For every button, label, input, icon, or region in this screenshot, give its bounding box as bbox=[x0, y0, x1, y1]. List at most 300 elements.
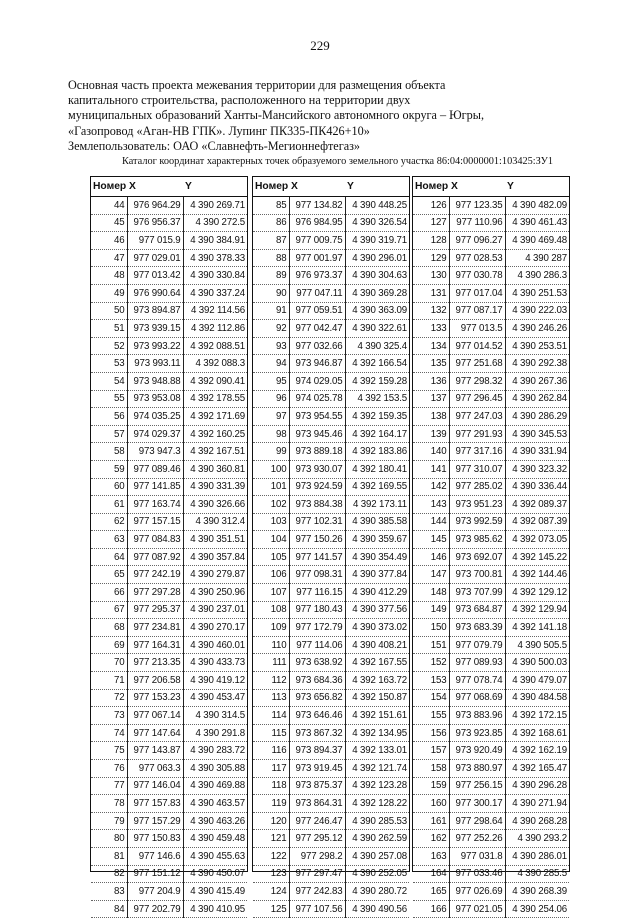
y-coordinate: 4 390 455.63 bbox=[183, 847, 247, 865]
point-number: 59 bbox=[91, 460, 127, 478]
y-coordinate: 4 390 268.39 bbox=[505, 883, 569, 901]
point-number: 107 bbox=[253, 584, 289, 602]
table-row bbox=[91, 302, 247, 320]
x-coordinate: 977 068.69 bbox=[449, 689, 505, 707]
y-coordinate: 4 392 166.54 bbox=[345, 355, 409, 373]
table-row bbox=[91, 566, 247, 584]
y-coordinate: 4 392 088.51 bbox=[183, 337, 247, 355]
x-coordinate: 977 015.9 bbox=[127, 232, 183, 250]
x-coordinate: 977 251.68 bbox=[449, 355, 505, 373]
point-number: 99 bbox=[253, 443, 289, 461]
point-number: 101 bbox=[253, 478, 289, 496]
point-number: 119 bbox=[253, 795, 289, 813]
x-coordinate: 977 141.57 bbox=[289, 548, 345, 566]
point-number: 62 bbox=[91, 513, 127, 531]
x-coordinate: 973 692.07 bbox=[449, 548, 505, 566]
y-coordinate: 4 390 412.29 bbox=[345, 584, 409, 602]
point-number: 57 bbox=[91, 425, 127, 443]
point-number: 160 bbox=[413, 795, 449, 813]
table-row bbox=[253, 636, 409, 654]
y-coordinate: 4 390 296.28 bbox=[505, 777, 569, 795]
y-coordinate: 4 390 345.53 bbox=[505, 425, 569, 443]
table-row bbox=[413, 214, 569, 232]
point-number: 124 bbox=[253, 883, 289, 901]
point-number: 53 bbox=[91, 355, 127, 373]
y-coordinate: 4 390 254.06 bbox=[505, 900, 569, 918]
y-coordinate: 4 390 331.94 bbox=[505, 443, 569, 461]
y-coordinate: 4 390 384.91 bbox=[183, 232, 247, 250]
y-coordinate: 4 392 160.25 bbox=[183, 425, 247, 443]
point-number: 157 bbox=[413, 742, 449, 760]
point-number: 139 bbox=[413, 425, 449, 443]
point-number: 87 bbox=[253, 232, 289, 250]
x-coordinate: 977 098.31 bbox=[289, 566, 345, 584]
point-number: 152 bbox=[413, 654, 449, 672]
table-row bbox=[413, 636, 569, 654]
y-coordinate: 4 390 322.61 bbox=[345, 320, 409, 338]
point-number: 133 bbox=[413, 320, 449, 338]
point-number: 150 bbox=[413, 619, 449, 637]
point-number: 128 bbox=[413, 232, 449, 250]
point-number: 46 bbox=[91, 232, 127, 250]
table-row bbox=[413, 847, 569, 865]
point-number: 142 bbox=[413, 478, 449, 496]
x-coordinate: 973 993.11 bbox=[127, 355, 183, 373]
point-number: 164 bbox=[413, 865, 449, 883]
table-row bbox=[91, 408, 247, 426]
point-number: 80 bbox=[91, 830, 127, 848]
point-number: 90 bbox=[253, 284, 289, 302]
x-coordinate: 977 297.47 bbox=[289, 865, 345, 883]
x-coordinate: 977 017.04 bbox=[449, 284, 505, 302]
x-coordinate: 977 247.03 bbox=[449, 408, 505, 426]
y-coordinate: 4 390 354.49 bbox=[345, 548, 409, 566]
point-number: 121 bbox=[253, 830, 289, 848]
y-coordinate: 4 392 169.55 bbox=[345, 478, 409, 496]
x-coordinate: 973 992.59 bbox=[449, 513, 505, 531]
point-number: 77 bbox=[91, 777, 127, 795]
y-coordinate: 4 390 323.32 bbox=[505, 460, 569, 478]
y-coordinate: 4 390 484.58 bbox=[505, 689, 569, 707]
y-coordinate: 4 392 178.55 bbox=[183, 390, 247, 408]
table-row bbox=[253, 812, 409, 830]
point-number: 159 bbox=[413, 777, 449, 795]
point-number: 52 bbox=[91, 337, 127, 355]
x-coordinate: 973 638.92 bbox=[289, 654, 345, 672]
point-number: 114 bbox=[253, 707, 289, 725]
y-coordinate: 4 390 336.44 bbox=[505, 478, 569, 496]
x-coordinate: 977 134.82 bbox=[289, 197, 345, 215]
point-number: 120 bbox=[253, 812, 289, 830]
point-number: 127 bbox=[413, 214, 449, 232]
header-y: Y bbox=[505, 177, 569, 197]
table-row bbox=[413, 267, 569, 285]
point-number: 112 bbox=[253, 672, 289, 690]
point-number: 95 bbox=[253, 372, 289, 390]
x-coordinate: 977 096.27 bbox=[449, 232, 505, 250]
x-coordinate: 974 029.37 bbox=[127, 425, 183, 443]
x-coordinate: 974 025.78 bbox=[289, 390, 345, 408]
table-row bbox=[91, 830, 247, 848]
y-coordinate: 4 392 171.69 bbox=[183, 408, 247, 426]
y-coordinate: 4 390 359.67 bbox=[345, 531, 409, 549]
y-coordinate: 4 392 129.94 bbox=[505, 601, 569, 619]
table-row bbox=[413, 795, 569, 813]
table-row bbox=[413, 337, 569, 355]
y-coordinate: 4 390 410.95 bbox=[183, 900, 247, 918]
y-coordinate: 4 392 133.01 bbox=[345, 742, 409, 760]
table-row bbox=[91, 707, 247, 725]
table-row bbox=[91, 847, 247, 865]
x-coordinate: 977 172.79 bbox=[289, 619, 345, 637]
point-number: 140 bbox=[413, 443, 449, 461]
y-coordinate: 4 390 385.58 bbox=[345, 513, 409, 531]
y-coordinate: 4 390 285.53 bbox=[345, 812, 409, 830]
point-number: 151 bbox=[413, 636, 449, 654]
table-row bbox=[413, 284, 569, 302]
x-coordinate: 973 985.62 bbox=[449, 531, 505, 549]
x-coordinate: 977 295.12 bbox=[289, 830, 345, 848]
point-number: 122 bbox=[253, 847, 289, 865]
point-number: 69 bbox=[91, 636, 127, 654]
y-coordinate: 4 390 373.02 bbox=[345, 619, 409, 637]
point-number: 60 bbox=[91, 478, 127, 496]
x-coordinate: 977 298.32 bbox=[449, 372, 505, 390]
y-coordinate: 4 390 286.29 bbox=[505, 408, 569, 426]
y-coordinate: 4 390 453.47 bbox=[183, 689, 247, 707]
table-row bbox=[413, 742, 569, 760]
header-number: Номер bbox=[91, 177, 127, 197]
table-row bbox=[253, 847, 409, 865]
x-coordinate: 973 930.07 bbox=[289, 460, 345, 478]
table-row bbox=[413, 830, 569, 848]
x-coordinate: 977 147.64 bbox=[127, 724, 183, 742]
x-coordinate: 973 951.23 bbox=[449, 496, 505, 514]
y-coordinate: 4 392 159.28 bbox=[345, 372, 409, 390]
x-coordinate: 974 035.25 bbox=[127, 408, 183, 426]
y-coordinate: 4 390 479.07 bbox=[505, 672, 569, 690]
table-row bbox=[91, 372, 247, 390]
point-number: 68 bbox=[91, 619, 127, 637]
y-coordinate: 4 390 285.5 bbox=[505, 865, 569, 883]
table-row bbox=[253, 232, 409, 250]
table-row bbox=[253, 372, 409, 390]
x-coordinate: 977 116.15 bbox=[289, 584, 345, 602]
point-number: 155 bbox=[413, 707, 449, 725]
y-coordinate: 4 392 088.3 bbox=[183, 355, 247, 373]
table-row bbox=[253, 302, 409, 320]
y-coordinate: 4 390 253.51 bbox=[505, 337, 569, 355]
y-coordinate: 4 390 268.28 bbox=[505, 812, 569, 830]
point-number: 70 bbox=[91, 654, 127, 672]
table-row bbox=[413, 584, 569, 602]
y-coordinate: 4 390 283.72 bbox=[183, 742, 247, 760]
table-row bbox=[413, 777, 569, 795]
x-coordinate: 977 150.83 bbox=[127, 830, 183, 848]
table-row bbox=[413, 865, 569, 883]
table-row bbox=[413, 355, 569, 373]
y-coordinate: 4 390 237.01 bbox=[183, 601, 247, 619]
point-number: 48 bbox=[91, 267, 127, 285]
point-number: 73 bbox=[91, 707, 127, 725]
heading-line: муниципальных образований Ханты-Мансийского автономного округа – Югры, bbox=[68, 108, 485, 123]
y-coordinate: 4 390 369.28 bbox=[345, 284, 409, 302]
x-coordinate: 977 110.96 bbox=[449, 214, 505, 232]
table-row bbox=[253, 830, 409, 848]
point-number: 113 bbox=[253, 689, 289, 707]
table-row bbox=[413, 654, 569, 672]
x-coordinate: 977 163.74 bbox=[127, 496, 183, 514]
table-row bbox=[91, 197, 247, 215]
y-coordinate: 4 390 270.17 bbox=[183, 619, 247, 637]
x-coordinate: 977 107.56 bbox=[289, 900, 345, 918]
point-number: 98 bbox=[253, 425, 289, 443]
table-row bbox=[91, 584, 247, 602]
x-coordinate: 973 707.99 bbox=[449, 584, 505, 602]
point-number: 147 bbox=[413, 566, 449, 584]
y-coordinate: 4 390 482.09 bbox=[505, 197, 569, 215]
y-coordinate: 4 390 250.96 bbox=[183, 584, 247, 602]
table-row bbox=[91, 865, 247, 883]
header-y: Y bbox=[345, 177, 409, 197]
x-coordinate: 973 923.85 bbox=[449, 724, 505, 742]
x-coordinate: 977 295.37 bbox=[127, 601, 183, 619]
y-coordinate: 4 390 448.25 bbox=[345, 197, 409, 215]
y-coordinate: 4 392 153.5 bbox=[345, 390, 409, 408]
x-coordinate: 977 059.51 bbox=[289, 302, 345, 320]
y-coordinate: 4 392 121.74 bbox=[345, 760, 409, 778]
x-coordinate: 977 033.46 bbox=[449, 865, 505, 883]
y-coordinate: 4 390 500.03 bbox=[505, 654, 569, 672]
table-row bbox=[91, 636, 247, 654]
y-coordinate: 4 390 363.09 bbox=[345, 302, 409, 320]
point-number: 166 bbox=[413, 900, 449, 918]
x-coordinate: 977 297.28 bbox=[127, 584, 183, 602]
table-row bbox=[253, 478, 409, 496]
table-row bbox=[253, 900, 409, 918]
point-number: 86 bbox=[253, 214, 289, 232]
table-row bbox=[413, 689, 569, 707]
table-row bbox=[91, 425, 247, 443]
point-number: 74 bbox=[91, 724, 127, 742]
point-number: 91 bbox=[253, 302, 289, 320]
header-number: Номер bbox=[413, 177, 449, 197]
table-row bbox=[413, 707, 569, 725]
x-coordinate: 973 864.31 bbox=[289, 795, 345, 813]
point-number: 131 bbox=[413, 284, 449, 302]
y-coordinate: 4 392 112.86 bbox=[183, 320, 247, 338]
y-coordinate: 4 390 246.26 bbox=[505, 320, 569, 338]
page-number: 229 bbox=[310, 38, 330, 53]
table-row bbox=[253, 724, 409, 742]
x-coordinate: 977 146.6 bbox=[127, 847, 183, 865]
table-row bbox=[253, 355, 409, 373]
y-coordinate: 4 390 490.56 bbox=[345, 900, 409, 918]
point-number: 71 bbox=[91, 672, 127, 690]
y-coordinate: 4 392 089.37 bbox=[505, 496, 569, 514]
heading-line: Основная часть проекта межевания территории для размещения объекта bbox=[68, 78, 446, 92]
table-row bbox=[413, 619, 569, 637]
header-x: X bbox=[289, 177, 345, 197]
table-row bbox=[91, 548, 247, 566]
x-coordinate: 977 242.83 bbox=[289, 883, 345, 901]
table-row bbox=[413, 760, 569, 778]
point-number: 92 bbox=[253, 320, 289, 338]
x-coordinate: 977 026.69 bbox=[449, 883, 505, 901]
table-row bbox=[91, 214, 247, 232]
table-row bbox=[413, 197, 569, 215]
y-coordinate: 4 392 128.22 bbox=[345, 795, 409, 813]
point-number: 56 bbox=[91, 408, 127, 426]
y-coordinate: 4 390 280.72 bbox=[345, 883, 409, 901]
x-coordinate: 973 889.18 bbox=[289, 443, 345, 461]
y-coordinate: 4 392 145.22 bbox=[505, 548, 569, 566]
point-number: 85 bbox=[253, 197, 289, 215]
point-number: 135 bbox=[413, 355, 449, 373]
point-number: 130 bbox=[413, 267, 449, 285]
x-coordinate: 977 298.2 bbox=[289, 847, 345, 865]
table-row bbox=[253, 707, 409, 725]
table-row bbox=[91, 619, 247, 637]
point-number: 116 bbox=[253, 742, 289, 760]
x-coordinate: 977 298.64 bbox=[449, 812, 505, 830]
point-number: 145 bbox=[413, 531, 449, 549]
table-row bbox=[91, 689, 247, 707]
point-number: 138 bbox=[413, 408, 449, 426]
coordinate-table-1 bbox=[90, 176, 248, 915]
x-coordinate: 977 246.47 bbox=[289, 812, 345, 830]
x-coordinate: 973 867.32 bbox=[289, 724, 345, 742]
header-x: X bbox=[127, 177, 183, 197]
point-number: 72 bbox=[91, 689, 127, 707]
point-number: 63 bbox=[91, 531, 127, 549]
y-coordinate: 4 392 162.19 bbox=[505, 742, 569, 760]
table-row bbox=[253, 742, 409, 760]
x-coordinate: 977 114.06 bbox=[289, 636, 345, 654]
table-row bbox=[253, 284, 409, 302]
y-coordinate: 4 392 173.11 bbox=[345, 496, 409, 514]
x-coordinate: 976 984.95 bbox=[289, 214, 345, 232]
y-coordinate: 4 392 163.72 bbox=[345, 672, 409, 690]
point-number: 79 bbox=[91, 812, 127, 830]
x-coordinate: 977 079.79 bbox=[449, 636, 505, 654]
x-coordinate: 973 946.87 bbox=[289, 355, 345, 373]
point-number: 67 bbox=[91, 601, 127, 619]
point-number: 146 bbox=[413, 548, 449, 566]
x-coordinate: 977 317.16 bbox=[449, 443, 505, 461]
x-coordinate: 973 875.37 bbox=[289, 777, 345, 795]
y-coordinate: 4 390 360.81 bbox=[183, 460, 247, 478]
x-coordinate: 977 029.01 bbox=[127, 249, 183, 267]
point-number: 158 bbox=[413, 760, 449, 778]
table-row bbox=[91, 795, 247, 813]
y-coordinate: 4 390 377.84 bbox=[345, 566, 409, 584]
point-number: 165 bbox=[413, 883, 449, 901]
x-coordinate: 977 078.74 bbox=[449, 672, 505, 690]
table-row bbox=[413, 672, 569, 690]
y-coordinate: 4 392 165.47 bbox=[505, 760, 569, 778]
table-row bbox=[91, 284, 247, 302]
x-coordinate: 977 300.17 bbox=[449, 795, 505, 813]
x-coordinate: 977 242.19 bbox=[127, 566, 183, 584]
heading-line: капитального строительства, расположенного на территории двух bbox=[68, 93, 411, 108]
x-coordinate: 973 880.97 bbox=[449, 760, 505, 778]
point-number: 55 bbox=[91, 390, 127, 408]
point-number: 149 bbox=[413, 601, 449, 619]
table-row bbox=[91, 320, 247, 338]
table-row bbox=[253, 654, 409, 672]
x-coordinate: 977 089.93 bbox=[449, 654, 505, 672]
y-coordinate: 4 392 180.41 bbox=[345, 460, 409, 478]
table-row bbox=[253, 197, 409, 215]
header-number: Номер bbox=[253, 177, 289, 197]
point-number: 105 bbox=[253, 548, 289, 566]
point-number: 162 bbox=[413, 830, 449, 848]
y-coordinate: 4 390 378.33 bbox=[183, 249, 247, 267]
table-row bbox=[253, 513, 409, 531]
x-coordinate: 973 993.22 bbox=[127, 337, 183, 355]
y-coordinate: 4 390 319.71 bbox=[345, 232, 409, 250]
x-coordinate: 977 202.79 bbox=[127, 900, 183, 918]
x-coordinate: 977 013.42 bbox=[127, 267, 183, 285]
table-row bbox=[91, 249, 247, 267]
point-number: 96 bbox=[253, 390, 289, 408]
table-row bbox=[91, 672, 247, 690]
point-number: 103 bbox=[253, 513, 289, 531]
header-y: Y bbox=[183, 177, 247, 197]
table-row bbox=[413, 496, 569, 514]
table-row bbox=[413, 548, 569, 566]
x-coordinate: 977 042.47 bbox=[289, 320, 345, 338]
x-coordinate: 977 285.02 bbox=[449, 478, 505, 496]
table-row bbox=[91, 742, 247, 760]
x-coordinate: 973 646.46 bbox=[289, 707, 345, 725]
x-coordinate: 977 013.5 bbox=[449, 320, 505, 338]
point-number: 89 bbox=[253, 267, 289, 285]
table-body bbox=[91, 197, 247, 918]
table-row bbox=[91, 337, 247, 355]
y-coordinate: 4 390 312.4 bbox=[183, 513, 247, 531]
y-coordinate: 4 392 150.87 bbox=[345, 689, 409, 707]
x-coordinate: 977 310.07 bbox=[449, 460, 505, 478]
x-coordinate: 977 234.81 bbox=[127, 619, 183, 637]
point-number: 49 bbox=[91, 284, 127, 302]
table-row bbox=[91, 460, 247, 478]
x-coordinate: 973 656.82 bbox=[289, 689, 345, 707]
y-coordinate: 4 390 415.49 bbox=[183, 883, 247, 901]
point-number: 97 bbox=[253, 408, 289, 426]
point-number: 134 bbox=[413, 337, 449, 355]
point-number: 125 bbox=[253, 900, 289, 918]
y-coordinate: 4 390 463.26 bbox=[183, 812, 247, 830]
x-coordinate: 973 919.45 bbox=[289, 760, 345, 778]
x-coordinate: 977 291.93 bbox=[449, 425, 505, 443]
point-number: 123 bbox=[253, 865, 289, 883]
table-body bbox=[413, 197, 569, 918]
x-coordinate: 977 256.15 bbox=[449, 777, 505, 795]
point-number: 75 bbox=[91, 742, 127, 760]
coordinate-table-3 bbox=[412, 176, 570, 915]
table-row bbox=[253, 865, 409, 883]
x-coordinate: 977 087.92 bbox=[127, 548, 183, 566]
table-row bbox=[91, 232, 247, 250]
point-number: 154 bbox=[413, 689, 449, 707]
y-coordinate: 4 390 296.01 bbox=[345, 249, 409, 267]
x-coordinate: 977 030.78 bbox=[449, 267, 505, 285]
table-row bbox=[253, 777, 409, 795]
table-row bbox=[253, 760, 409, 778]
y-coordinate: 4 390 330.84 bbox=[183, 267, 247, 285]
